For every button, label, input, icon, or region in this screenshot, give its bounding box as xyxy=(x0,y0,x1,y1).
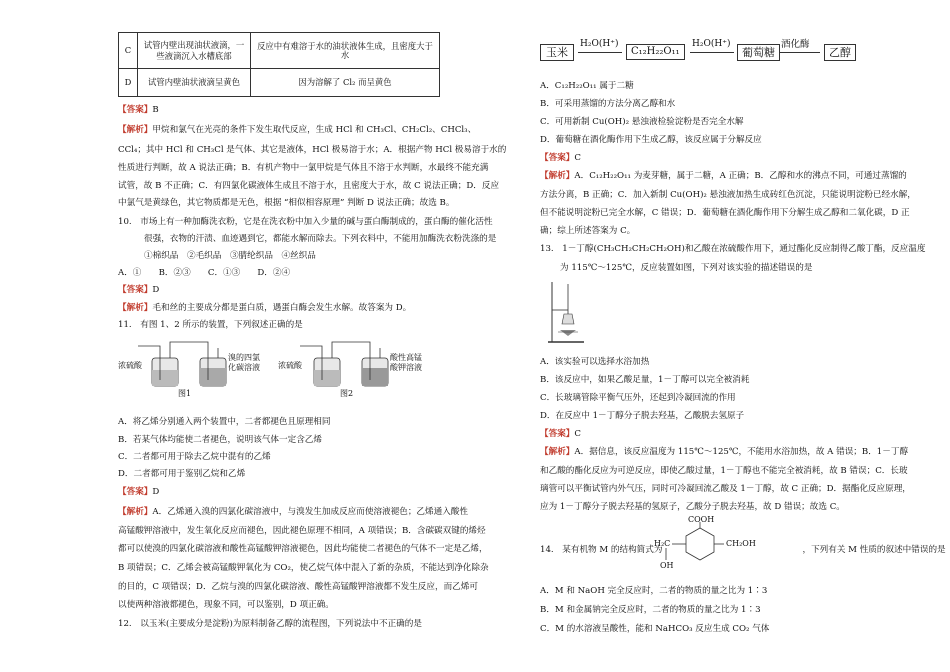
q13-stem-2: 为 115℃～125℃，反应装置如图，下列对该实验的描述错误的是 xyxy=(560,263,813,273)
q14-option-c: C．M 的水溶液呈酸性，能和 NaHCO₃ 反应生成 CO₂ 气体 xyxy=(540,624,770,634)
row-label: D xyxy=(119,69,138,97)
structural-formula xyxy=(630,516,770,572)
q11-answer: 【答案】D xyxy=(118,487,160,497)
fig2-right-label-2: 酸钾溶液 xyxy=(390,363,422,372)
q10-stem-2: 很强，衣物的汗渍、血迹遇到它，都能水解而除去。下列衣料中，不能用加酶洗衣粉洗涤的是 xyxy=(144,234,497,244)
q10-stem-1: 10. 市场上有一种加酶洗衣粉，它是在洗衣粉中加入少量的碱与蛋白酶制成的，蛋白酶的催化活性 xyxy=(118,217,493,227)
q13-analysis-2: 和乙酸的酯化反应为可逆反应，即使乙酸过量，1－丁醇也不能完全被消耗，故 B 错误；C．长玻 xyxy=(540,466,908,476)
flow-arrow2 xyxy=(690,52,734,53)
table-row xyxy=(119,69,440,97)
row-label: C xyxy=(119,33,138,69)
q13-option-c: C．长玻璃管除平衡气压外，还起到冷凝回流的作用 xyxy=(540,393,736,403)
q9-analysis-1: 【解析】甲烷和氯气在光亮的条件下发生取代反应，生成 HCl 和 CH₃Cl、CH₂Cl₂、CHCl₃、 xyxy=(118,125,477,135)
phenomenon-cell: 试管内壁出现油状液滴，一 些液滴沉入水槽底部 xyxy=(138,33,251,69)
q13-stem-1: 13. 1－丁醇(CH₃CH₂CH₂CH₂OH)和乙酸在浓硫酸作用下，通过酯化反应制得乙酸丁酯，反应温度 xyxy=(540,244,926,254)
fig1-right-label-1: 溴的四氯 xyxy=(228,353,260,362)
flow-arrow1 xyxy=(578,52,622,53)
q9-analysis-5: 中氯气是黄绿色，其它物质都是无色，根据 “相似相容原理” 判断 D 说法正确；故选 B。 xyxy=(118,198,455,208)
q11-stem: 11. 有图 1、2 所示的装置，下列叙述正确的是 xyxy=(118,320,303,330)
q11-analysis-4: B 项错误；C．乙烯会被高锰酸钾氧化为 CO₂，使乙烷气体中混入了新的杂质，不能达到净化除杂 xyxy=(118,563,489,573)
q11-option-a: A．将乙烯分别通入两个装置中，二者都褪色且原理相同 xyxy=(118,417,331,427)
q12-answer: 【答案】C xyxy=(540,153,581,163)
fig1-caption: 图1 xyxy=(178,389,192,398)
q13-analysis-1: 【解析】A．据信息，该反应温度为 115℃～125℃，不能用水浴加热，故 A 错误；B．1－丁醇 xyxy=(540,447,909,457)
q12-analysis-3: 但不能说明淀粉已完全水解，C 错误；D．葡萄糖在酒化酶作用下分解生成乙醇和二氧化碳，D 正 xyxy=(540,208,910,218)
q12-option-a: A．C₁₂H₂₂O₁₁ 属于二糖 xyxy=(540,81,634,91)
explanation-cell: 因为溶解了 Cl₂ 而呈黄色 xyxy=(251,69,440,97)
q12-analysis-1: 【解析】A．C₁₂H₂₂O₁₁ 为麦芽糖，属于二糖，A 正确；B．乙醇和水的沸点不同，可通过蒸馏的 xyxy=(540,171,907,181)
q11-option-c: C．二者都可用于除去乙烷中混有的乙烯 xyxy=(118,452,271,462)
q13-option-a: A．该实验可以选择水浴加热 xyxy=(540,357,650,367)
flow-box-disaccharide: C₁₂H₂₂O₁₁ xyxy=(626,44,685,60)
flow-box-glucose: 葡萄糖 xyxy=(737,44,780,61)
q10-items: ①棉织品 ②毛织品 ③腈纶织品 ④丝织品 xyxy=(144,251,316,261)
flow-arrow3-label: 酒化酶 xyxy=(781,39,810,50)
q14-option-a: A．M 和 NaOH 完全反应时，二者的物质的量之比为 1∶3 xyxy=(540,586,768,596)
q9-analysis-3: 性质进行判断，故 A 说法正确；B．有机产物中一氯甲烷是气体且不溶于水判断，水最终不能充满 xyxy=(118,163,489,173)
q9-answer: 【答案】B xyxy=(118,105,159,115)
q11-analysis-2: 高锰酸钾溶液中，发生氧化反应而褪色，因此褪色原理不相同，A 项错误；B．含碳碳双键的烯烃 xyxy=(118,526,486,536)
flow-arrow3 xyxy=(780,52,820,53)
flow-arrow1-label: H₂O(H⁺) xyxy=(580,39,619,49)
fig2-left-label: 浓硫酸 xyxy=(278,361,302,370)
q11-analysis-1: 【解析】A．乙烯通入溴的四氯化碳溶液中，与溴发生加成反应而使溶液褪色；乙烯通入酸性 xyxy=(118,507,468,517)
phenomenon-cell: 试管内壁油状液滴呈黄色 xyxy=(138,69,251,97)
flow-box-corn: 玉米 xyxy=(540,44,574,61)
q11-analysis-3: 都可以使溴的四氯化碳溶液和酸性高锰酸钾溶液褪色，因此均能使二者褪色的气体不一定是乙烯， xyxy=(118,544,488,554)
options-table xyxy=(118,32,440,97)
q10-answer: 【答案】D xyxy=(118,285,160,295)
q14-option-b: B．M 和金属钠完全反应时，二者的物质的量之比为 1∶3 xyxy=(540,605,761,615)
q12-option-c: C．可用新制 Cu(OH)₂ 悬浊液检验淀粉是否完全水解 xyxy=(540,117,744,127)
q11-analysis-6: 以使两种溶液都褪色，现象不同，可以鉴别，D 项正确。 xyxy=(118,600,334,610)
q13-option-d: D．在反应中 1－丁醇分子脱去羟基，乙酸脱去氢原子 xyxy=(540,411,745,421)
flow-box-ethanol: 乙醇 xyxy=(824,44,856,61)
q11-option-d: D．二者都可用于鉴别乙烷和乙烯 xyxy=(118,469,246,479)
struct-cooh-label: COOH xyxy=(688,515,715,524)
fig1-left-label: 浓硫酸 xyxy=(118,361,142,370)
fig1-right-label-2: 化碳溶液 xyxy=(228,363,260,372)
q12-analysis-2: 方法分离，B 正确；C．加入新制 Cu(OH)₂ 悬浊液加热生成砖红色沉淀，只能说明淀粉已经水解， xyxy=(540,190,916,200)
q9-analysis-4: 试管，故 B 不正确；C．有四氯化碳液体生成且不溶于水，且密度大于水，故 C 说法正确；D．反应 xyxy=(118,181,500,191)
q14-stem: 14. 某有机物 M 的结构简式为 ，下列有关 M 性质的叙述中错误的是 xyxy=(540,545,946,555)
q13-analysis-4: 应为 1－丁醇分子脱去羟基的氢原子，乙酸分子脱去羟基，故 D 错误；故选 C。 xyxy=(540,502,845,512)
struct-h2c-label: H₂C xyxy=(654,539,671,548)
explanation-cell: 反应中有难溶于水的油状液体生成，且密度大于水 xyxy=(251,33,440,69)
flow-chart xyxy=(540,40,850,70)
table-row xyxy=(119,33,440,69)
q11-option-b: B．若某气体均能使二者褪色，说明该气体一定含乙烯 xyxy=(118,435,322,445)
flow-arrow2-label: H₂O(H⁺) xyxy=(692,39,731,49)
figure-1 xyxy=(118,336,260,400)
q11-analysis-5: 的目的，C 项错误；D．乙烷与溴的四氯化碳溶液、酸性高锰酸钾溶液都不发生反应，而乙烯可 xyxy=(118,582,478,592)
q9-analysis-2: CCl₄；其中 HCl 和 CH₃Cl 是气体、其它是液体，HCl 极易溶于水；A．根据产物 HCl 极易溶于水的 xyxy=(118,145,507,155)
q12-stem: 12. 以玉米(主要成分是淀粉)为原料制备乙醇的流程图，下列说法中不正确的是 xyxy=(118,619,422,629)
fig2-caption: 图2 xyxy=(340,389,354,398)
reflux-apparatus-diagram xyxy=(546,280,586,346)
struct-oh-label: OH xyxy=(660,561,674,570)
q10-options: A．① B．②③ C．①③ D．②④ xyxy=(118,268,291,278)
q12-option-d: D．葡萄糖在酒化酶作用下生成乙醇，该反应属于分解反应 xyxy=(540,135,762,145)
q13-answer: 【答案】C xyxy=(540,429,581,439)
q13-option-b: B．该反应中，如果乙酸足量，1－丁醇可以完全被消耗 xyxy=(540,375,750,385)
fig2-right-label-1: 酸性高锰 xyxy=(390,353,422,362)
q12-analysis-4: 确；综上所述答案为 C。 xyxy=(540,226,636,236)
q12-option-b: B．可采用蒸馏的方法分离乙醇和水 xyxy=(540,99,676,109)
figure-2 xyxy=(278,336,428,400)
struct-ch2oh-label: CH₂OH xyxy=(726,539,756,548)
q10-analysis: 【解析】毛和丝的主要成分都是蛋白质，遇蛋白酶会发生水解。故答案为 D。 xyxy=(118,303,412,313)
q13-analysis-3: 璃管可以平衡试管内外气压，同时可冷凝回流乙酸及 1－丁醇，故 C 正确；D．据酯化反应原理， xyxy=(540,484,911,494)
